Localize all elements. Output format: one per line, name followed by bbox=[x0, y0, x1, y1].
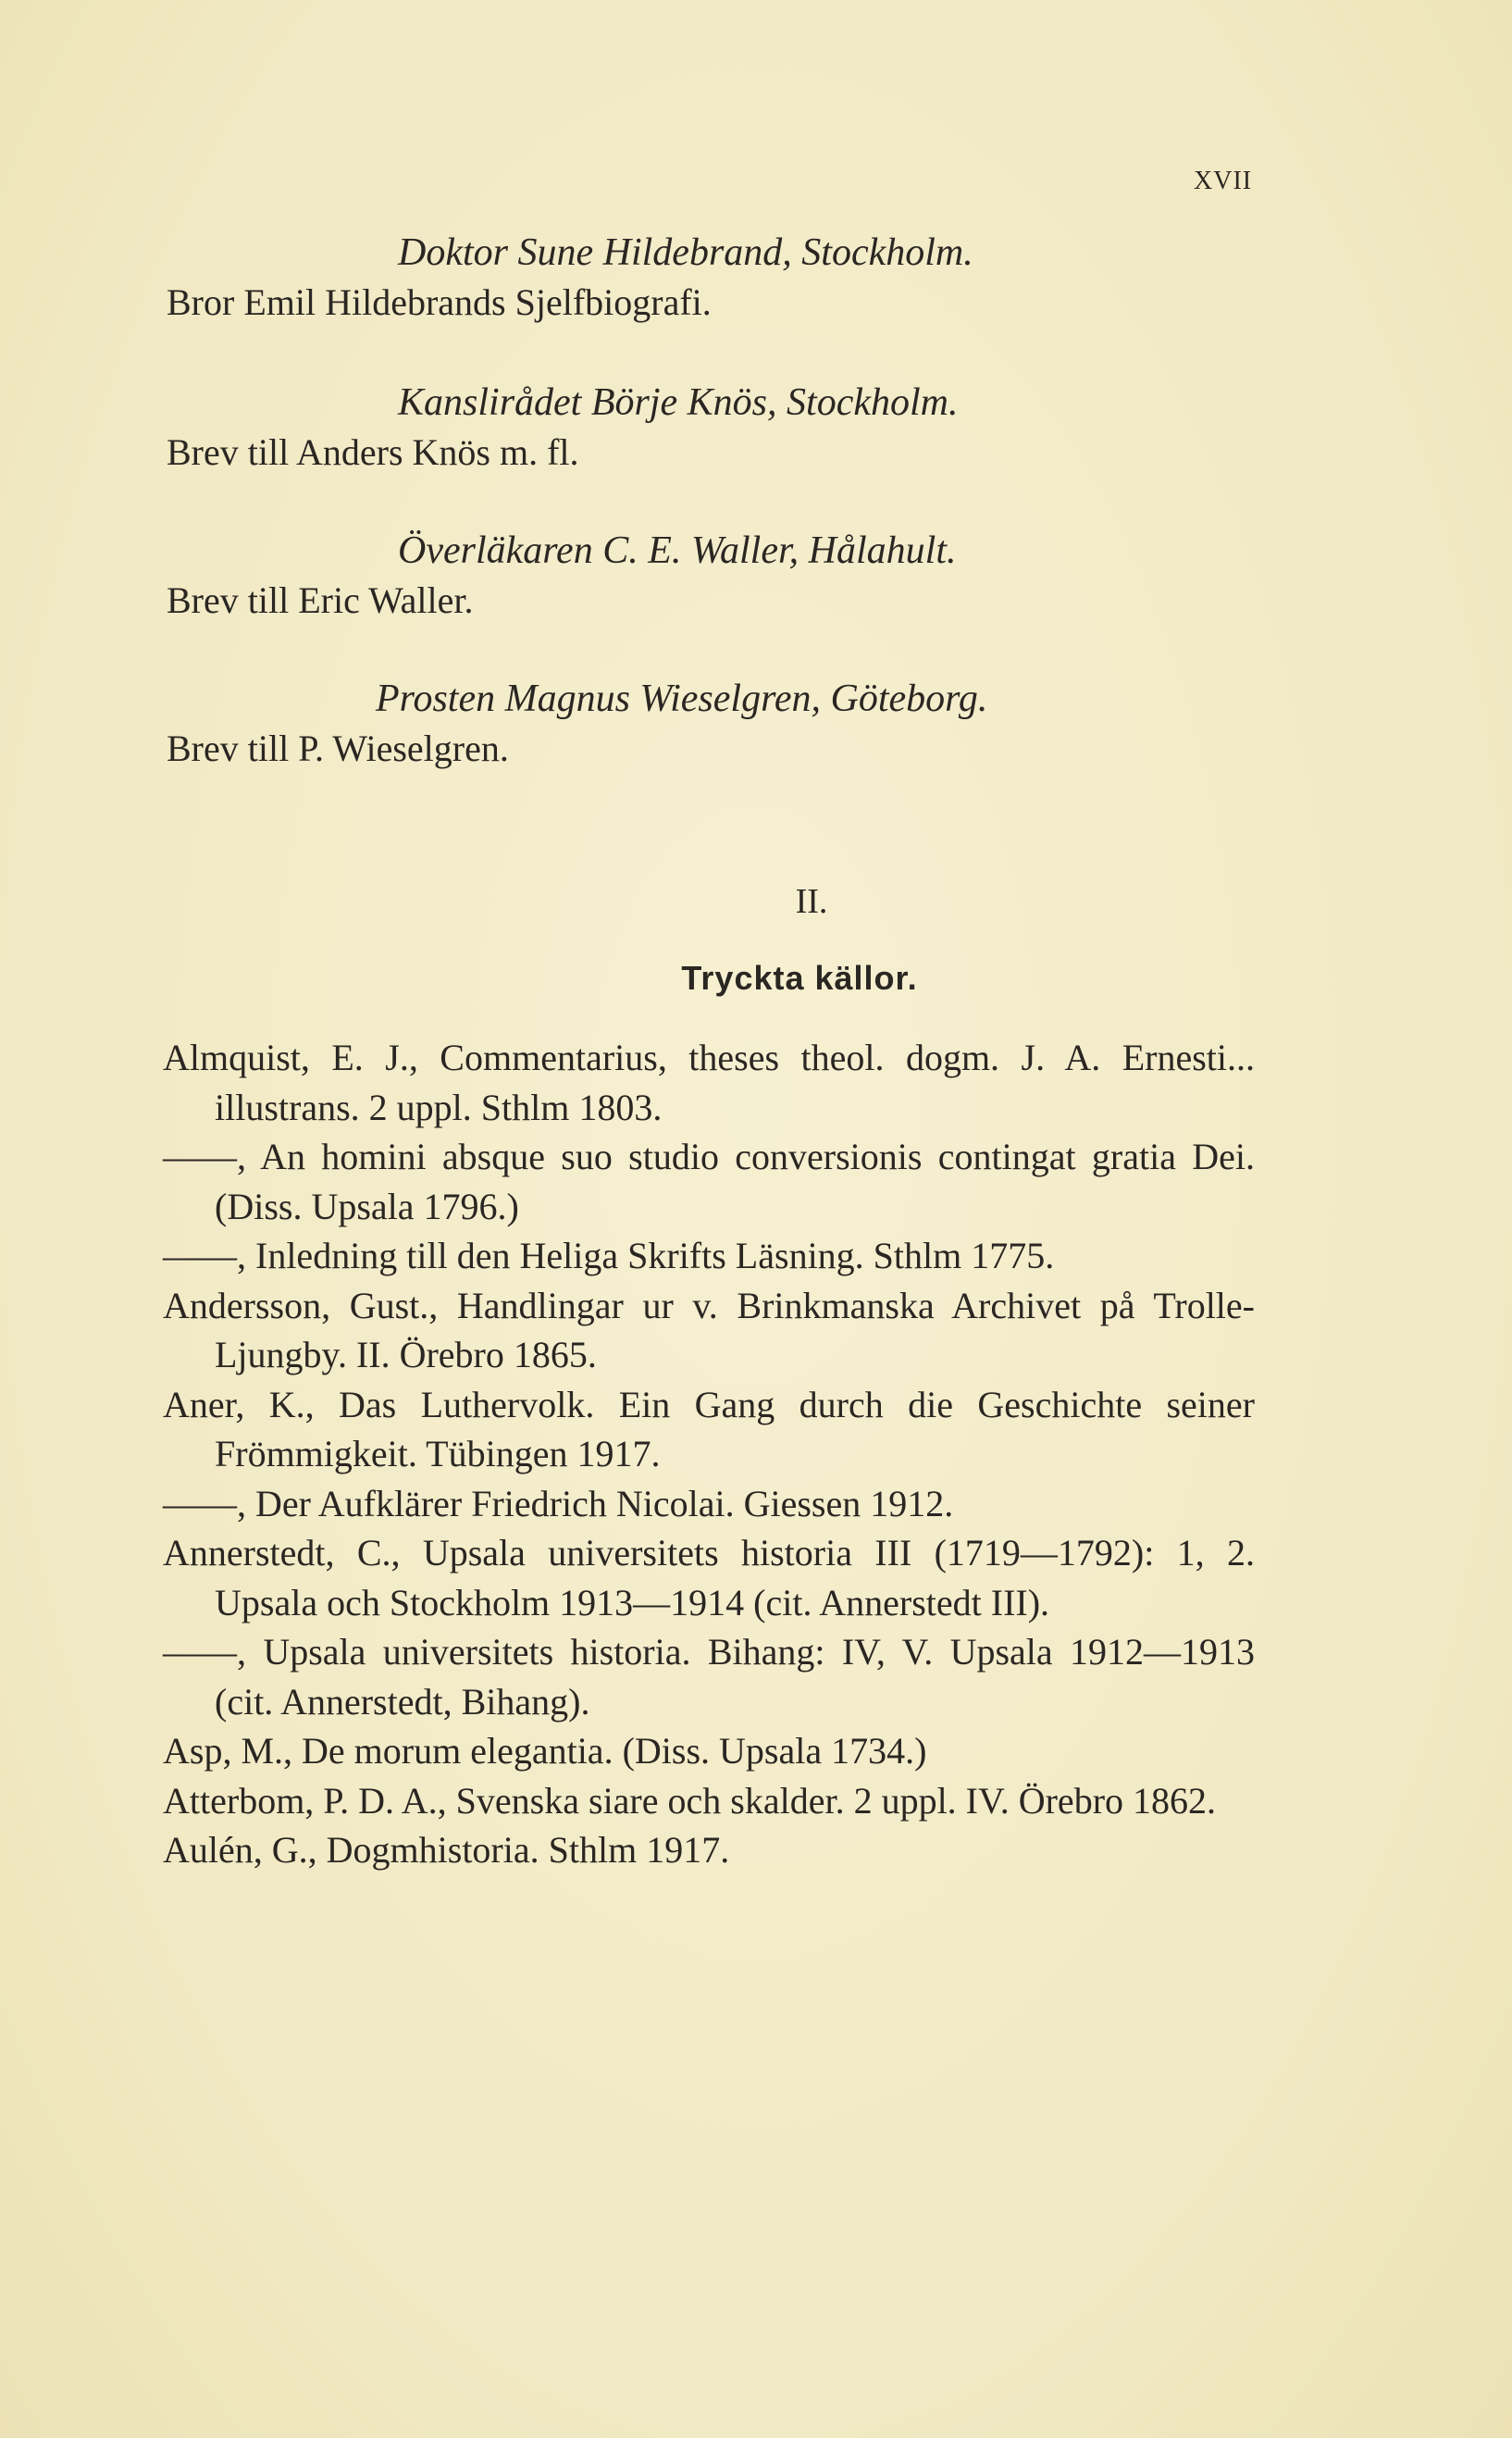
source-body: Brev till Eric Waller. bbox=[167, 579, 474, 621]
section-numeral-text: II. bbox=[795, 882, 828, 921]
section-numeral bbox=[0, 881, 1512, 922]
source-heading: Doktor Sune Hildebrand, Stockholm. bbox=[398, 231, 973, 274]
source-block bbox=[167, 674, 1258, 774]
bibliography-entry: ——, Inledning till den Heliga Skrifts Läsning. Sthlm 1775. bbox=[163, 1235, 1055, 1276]
page-number: XVII bbox=[1194, 167, 1253, 195]
source-heading: Prosten Magnus Wieselgren, Göteborg. bbox=[376, 678, 988, 720]
bibliography-entry: Asp, M., De morum elegantia. (Diss. Upsala 1734.) bbox=[163, 1730, 927, 1772]
section-title bbox=[0, 959, 1512, 998]
source-block bbox=[167, 378, 1258, 478]
source-heading: Överläkaren C. E. Waller, Hålahult. bbox=[398, 529, 957, 572]
bibliography-entry: Aner, K., Das Luthervolk. Ein Gang durch die Geschichte seiner Frömmigkeit. Tübingen 1917. bbox=[163, 1383, 1255, 1474]
source-heading: Kanslirådet Börje Knös, Stockholm. bbox=[398, 381, 959, 424]
source-body: Bror Emil Hildebrands Sjelfbiografi. bbox=[167, 281, 712, 323]
bibliography-entry: Andersson, Gust., Handlingar ur v. Brinkmanska Archivet på Trolle-Ljungby. II. Örebro 1865. bbox=[163, 1284, 1255, 1375]
source-block bbox=[167, 228, 1258, 328]
bibliography-entry: Almquist, E. J., Commentarius, theses theol. dogm. J. A. Ernesti... illustrans. 2 uppl. Sthlm 1803. bbox=[163, 1037, 1255, 1128]
bibliography-entry: Atterbom, P. D. A., Svenska siare och skalder. 2 uppl. IV. Örebro 1862. bbox=[163, 1779, 1217, 1822]
bibliography-entry: Aulén, G., Dogmhistoria. Sthlm 1917. bbox=[163, 1829, 730, 1871]
bibliography-entry: ——, Der Aufklärer Friedrich Nicolai. Giessen 1912. bbox=[163, 1482, 954, 1524]
source-body: Brev till Anders Knös m. fl. bbox=[167, 431, 579, 473]
bibliography-list bbox=[163, 1033, 1255, 1875]
bibliography-entry: ——, Upsala universitets historia. Bihang: IV, V. Upsala 1912—1913 (cit. Annerstedt, Bihang). bbox=[163, 1631, 1255, 1723]
bibliography-entry: Annerstedt, C., Upsala universitets historia III (1719—1792): 1, 2. Upsala och Stockholm 1913—1914 (cit. Annerstedt III). bbox=[163, 1532, 1255, 1623]
bibliography-entry: ——, An homini absque suo studio conversionis contingat gratia Dei. (Diss. Upsala 1796.) bbox=[163, 1136, 1255, 1227]
source-block bbox=[167, 526, 1258, 626]
source-body: Brev till P. Wieselgren. bbox=[167, 728, 509, 769]
section-title-text: Tryckta källor. bbox=[681, 959, 918, 997]
